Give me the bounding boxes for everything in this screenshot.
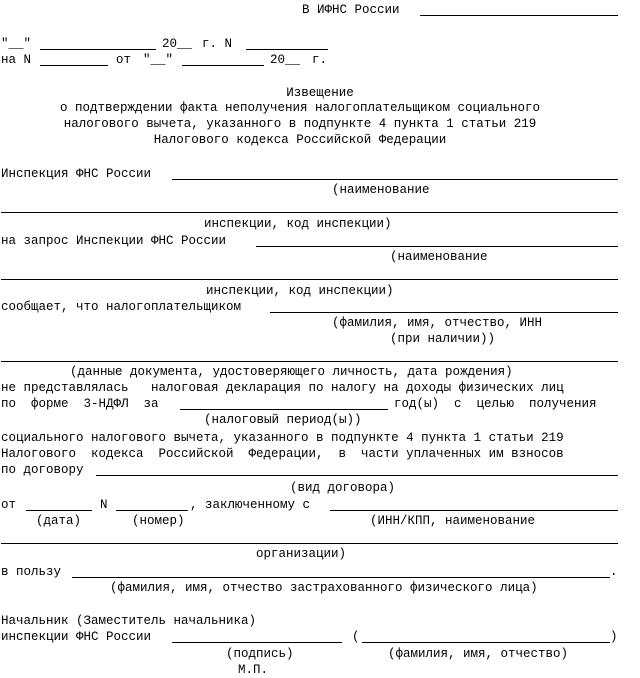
counterparty-field[interactable] [330, 510, 618, 511]
hint-contract-type: (вид договора) [290, 481, 396, 495]
concluded-with-label: , заключенному с [190, 498, 311, 512]
date-month-field-2[interactable] [182, 65, 264, 66]
year-prefix-2: 20__ [270, 53, 301, 67]
paren-open: ( [352, 630, 360, 644]
not-submitted-line: не представлялась налоговая декларация по налогу на доходы физических лиц [1, 381, 564, 395]
hint-name-2: (наименование [390, 250, 488, 264]
year-prefix: 20__ [162, 37, 193, 51]
notice-title: Извещение [286, 86, 354, 100]
hint-name: (наименование [332, 183, 430, 197]
hint-inspection-code: инспекции, код инспекции) [204, 217, 392, 231]
code-line: Налогового кодекса Российской Федерации, в части уплаченных им взносов [1, 447, 564, 461]
hint-doc: (данные документа, удостоверяющего личность, дата рождения) [70, 365, 513, 379]
addressee-field[interactable] [420, 15, 618, 16]
date-quote: "__" [1, 37, 32, 51]
date-quote-2: "__" [143, 53, 174, 67]
reports-label: сообщает, что налогоплательщиком [1, 300, 242, 314]
tax-period-field[interactable] [180, 409, 388, 410]
paren-close: ) [610, 630, 618, 644]
notice-subtitle-2: налогового вычета, указанного в подпункте 4 пункта 1 статьи 219 [63, 117, 537, 131]
hint-period: (налоговый период(ы)) [204, 413, 362, 427]
request-inspection-field-2[interactable] [1, 279, 618, 280]
in-favor-label: в пользу [1, 565, 62, 579]
head-label: Начальник (Заместитель начальника) [1, 614, 257, 628]
doc-number-field[interactable] [246, 49, 328, 50]
hint-fio-inn: (фамилия, имя, отчество, ИНН [332, 316, 543, 330]
counterparty-field-2[interactable] [1, 543, 618, 544]
year-suffix-2: г. [312, 53, 328, 67]
hint-fio: (фамилия, имя, отчество) [388, 647, 569, 661]
notice-subtitle-1: о подтверждении факта неполучения налогоплательщиком социального [59, 101, 541, 115]
stamp-label: М.П. [238, 663, 269, 677]
insured-person-field[interactable] [72, 577, 610, 578]
form-label: по форме 3-НДФЛ за [1, 397, 159, 411]
on-number-field[interactable] [40, 65, 108, 66]
request-inspection-field[interactable] [256, 246, 618, 247]
inspection-name-field[interactable] [172, 179, 618, 180]
hint-inn-kpp: (ИНН/КПП, наименование [370, 514, 536, 528]
signature-field[interactable] [172, 642, 342, 643]
hint-signature: (подпись) [226, 647, 294, 661]
from-label: от [116, 53, 132, 67]
contract-type-field[interactable] [96, 475, 618, 476]
taxpayer-doc-field[interactable] [1, 361, 618, 362]
period-dot: . [610, 565, 618, 579]
hint-inspection-code-2: инспекции, код инспекции) [206, 284, 394, 298]
year-purpose-label: год(ы) с целью получения [394, 397, 597, 411]
on-number-label: на N [1, 53, 32, 67]
inspection-name-field-2[interactable] [1, 212, 618, 213]
contract-date-field[interactable] [26, 510, 92, 511]
request-label: на запрос Инспекции ФНС России [1, 234, 227, 248]
signature-inspection-label: инспекции ФНС России [1, 630, 152, 644]
contract-from-label: от [1, 498, 17, 512]
date-month-field[interactable] [40, 49, 156, 50]
number-label: г. N [202, 37, 233, 51]
contract-n-label: N [100, 498, 108, 512]
inspection-label: Инспекция ФНС России [1, 167, 152, 181]
notice-subtitle-3: Налогового кодекса Российской Федерации [153, 133, 447, 147]
signatory-name-field[interactable] [362, 642, 610, 643]
hint-organization: организации) [256, 547, 347, 561]
deduction-line: социального налогового вычета, указанного в подпункте 4 пункта 1 статьи 219 [1, 431, 564, 445]
contract-label: по договору [1, 463, 84, 477]
hint-if-any: (при наличии)) [390, 332, 496, 346]
hint-insured: (фамилия, имя, отчество застрахованного физического лица) [110, 581, 538, 595]
addressee-label: В ИФНС России [302, 3, 400, 17]
taxpayer-field[interactable] [270, 312, 618, 313]
hint-number: (номер) [132, 514, 185, 528]
hint-date: (дата) [36, 514, 82, 528]
contract-number-field[interactable] [116, 510, 188, 511]
